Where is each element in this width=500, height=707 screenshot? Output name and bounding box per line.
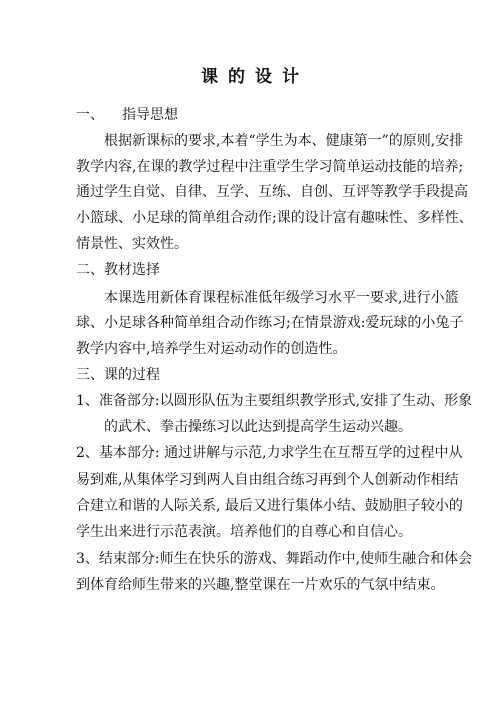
paragraph-line: 本课选用新体育课程标准低年级学习水平一要求,进行小篮 bbox=[104, 290, 459, 306]
section-2-heading: 二、教材选择 bbox=[76, 262, 160, 278]
list-item-line: 到体育给师生带来的兴趣,整堂课在一片欢乐的气氛中结束。 bbox=[76, 577, 445, 593]
list-item-line: 易到难,从集体学习到两人自由组合练习再到个人创新动作相结 bbox=[76, 472, 459, 488]
list-item-line: 学生出来进行示范表演。培养他们的自尊心和自信心。 bbox=[76, 524, 412, 540]
section-3-heading: 三、课的过程 bbox=[76, 367, 160, 383]
paragraph-line: 教学内容,在课的教学过程中注重学生学习简单运动技能的培养; bbox=[76, 159, 464, 175]
section-1-number: 一、 bbox=[76, 107, 104, 123]
paragraph-line: 球、小足球各种简单组合动作练习;在情景游戏:爱玩球的小兔子 bbox=[76, 315, 464, 331]
paragraph-line: 情景性、实效性。 bbox=[76, 236, 188, 252]
section-1-heading bbox=[76, 106, 178, 124]
paragraph-line: 小篮球、小足球的简单组合动作;课的设计富有趣味性、多样性、 bbox=[76, 210, 473, 226]
list-item-line: 3、结束部分:师生在快乐的游戏、舞蹈动作中,使师生融合和体会 bbox=[76, 551, 473, 567]
paragraph-line: 教学内容中,培养学生对运动动作的创造性。 bbox=[76, 341, 347, 357]
page-title: 课的设计 bbox=[201, 67, 309, 87]
section-1-title: 指导思想 bbox=[122, 107, 178, 123]
list-item-line: 2、基本部分: 通过讲解与示范,力求学生在互帮互学的过程中从 bbox=[76, 445, 463, 461]
paragraph-line: 根据新课标的要求,本着“学生为本、健康第一”的原则,安排 bbox=[104, 133, 464, 149]
list-item-line: 的武术、拳击操练习以此达到提高学生运动兴趣。 bbox=[104, 419, 412, 435]
list-item-line: 1、准备部分:以圆形队伍为主要组织教学形式,安排了生动、形象 bbox=[76, 393, 473, 409]
paragraph-line: 通过学生自觉、自律、互学、互练、自创、互评等教学手段提高 bbox=[76, 184, 468, 200]
list-item-line: 合建立和谐的人际关系, 最后又进行集体小结、鼓励胆子较小的 bbox=[76, 498, 463, 514]
